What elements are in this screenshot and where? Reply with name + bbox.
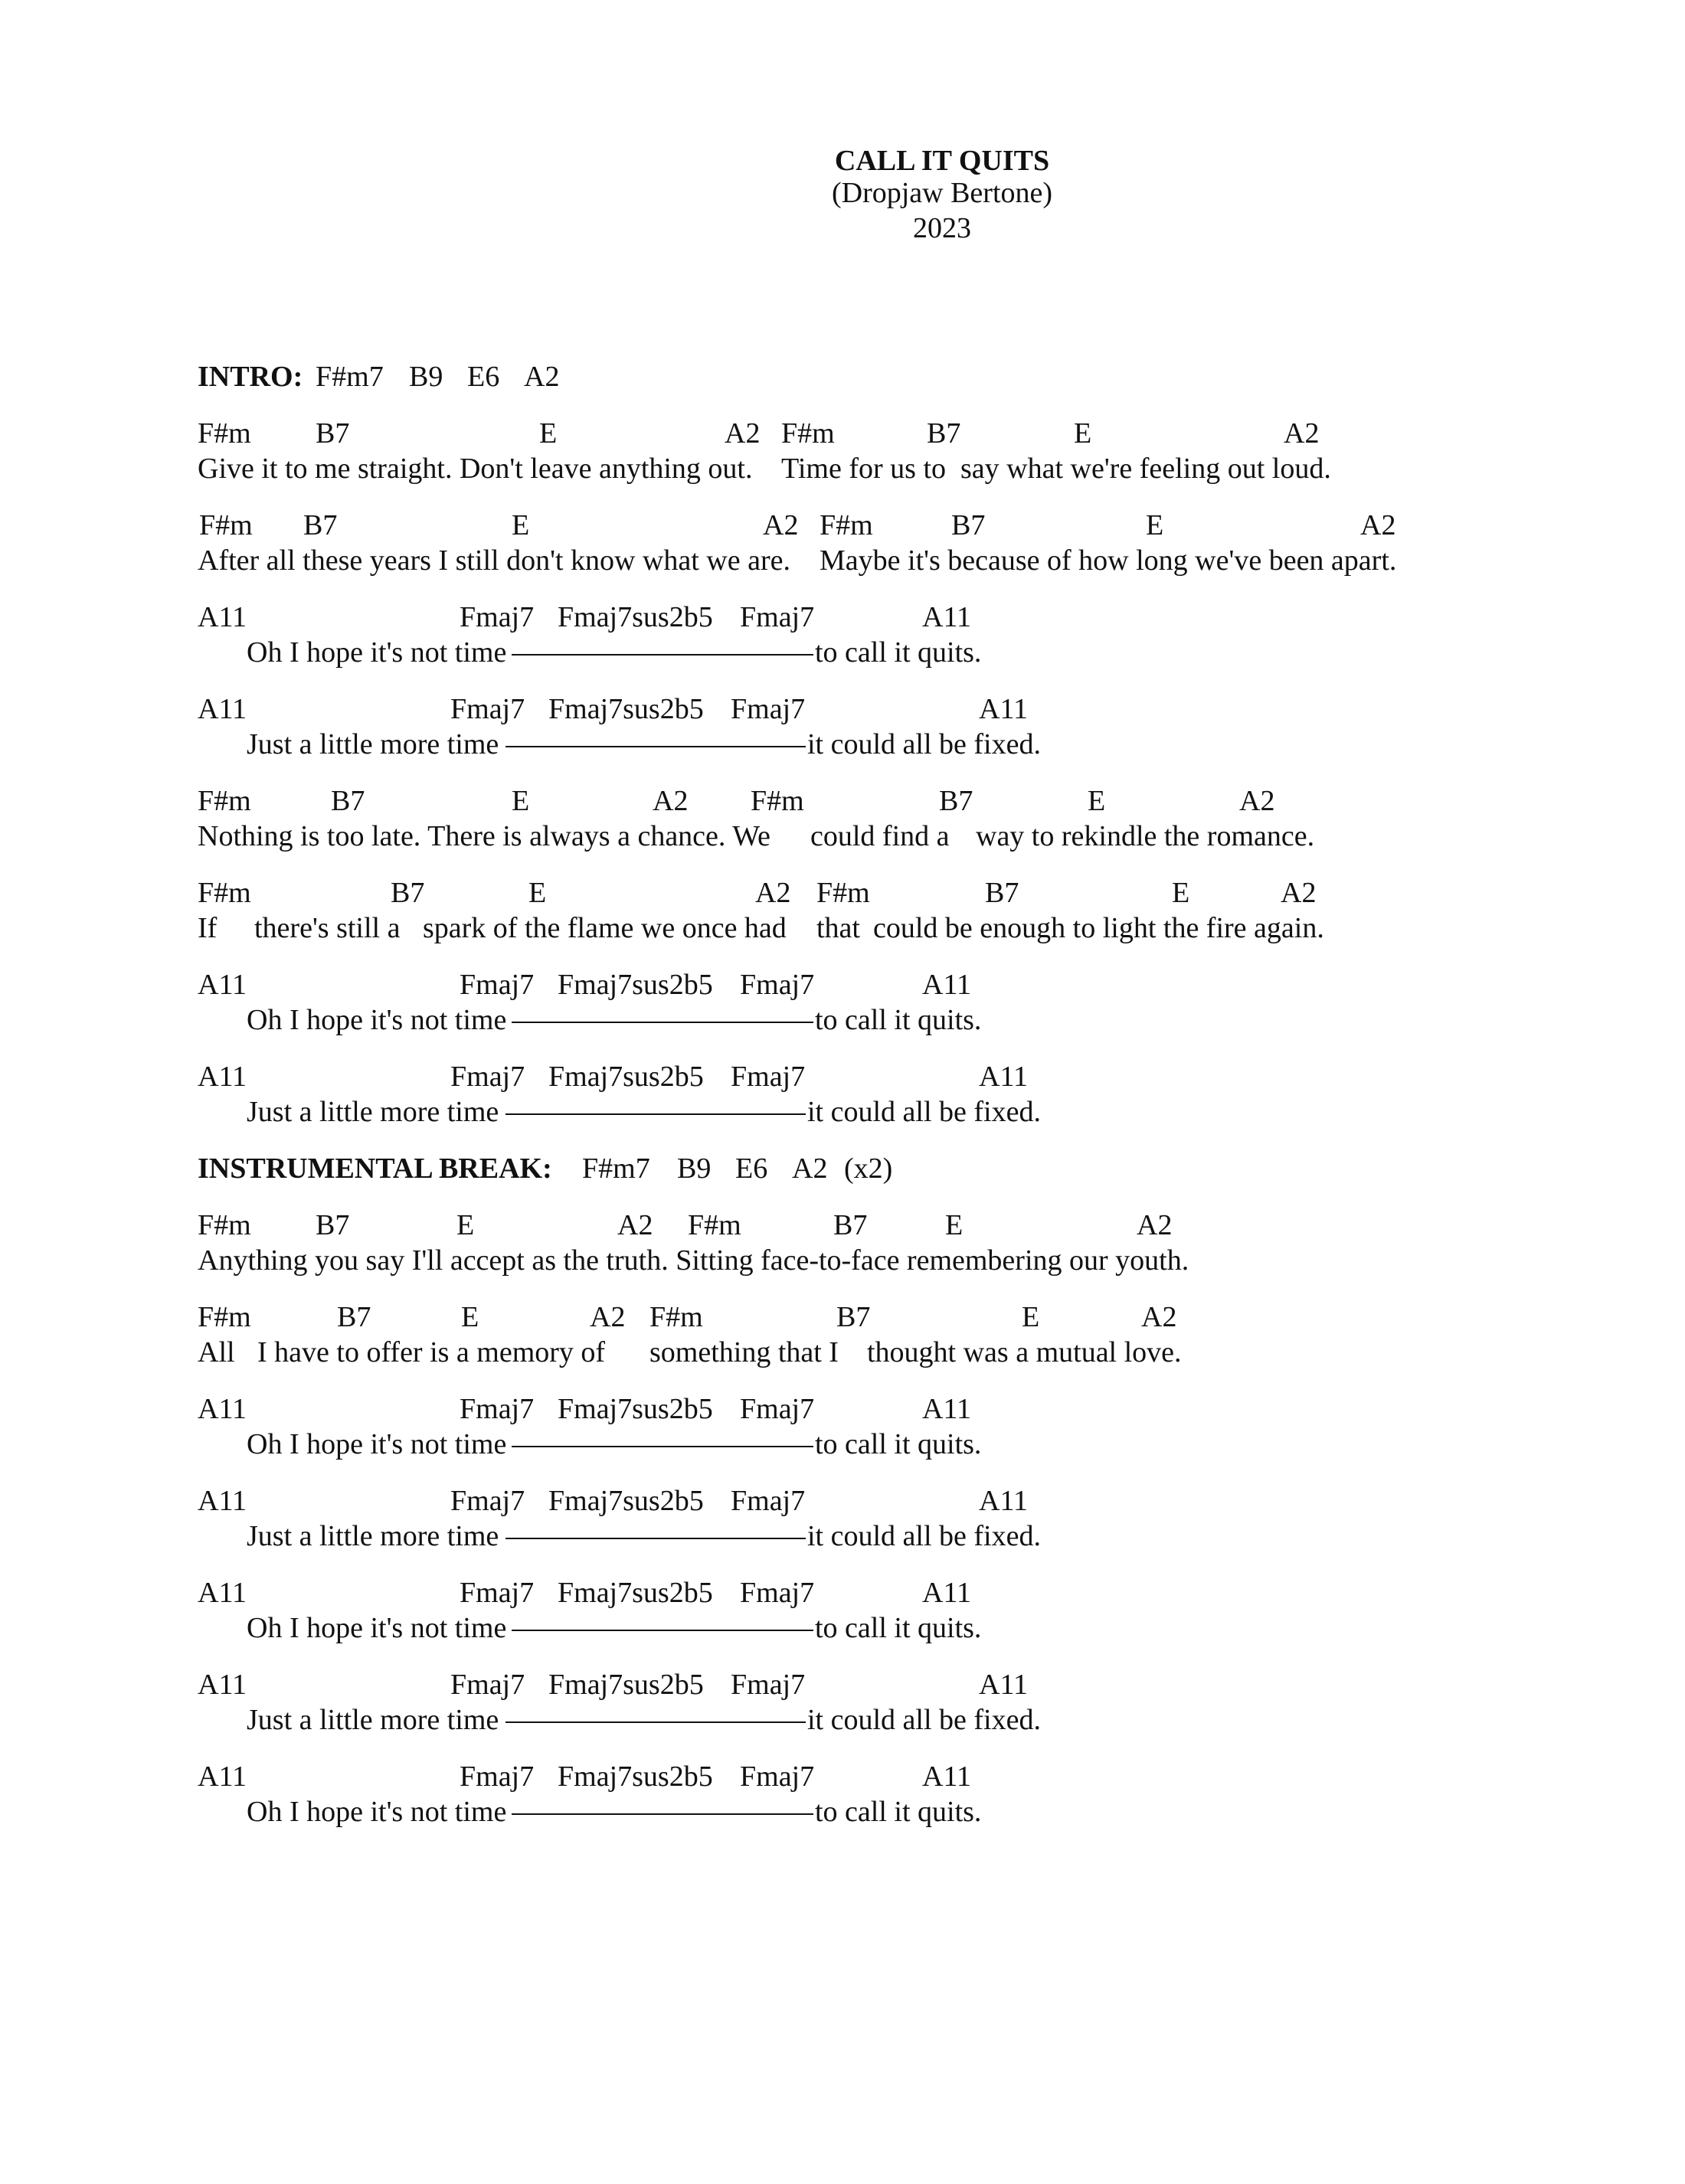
chord: A2 xyxy=(590,1301,626,1333)
song-artist: (Dropjaw Bertone) xyxy=(831,177,1053,209)
lyric: that xyxy=(816,912,860,944)
chord: Fmaj7 xyxy=(450,1485,525,1517)
chord: A2 xyxy=(1141,1301,1177,1333)
chord-line xyxy=(0,1576,1685,1610)
lyric: could be enough to light the fire again. xyxy=(873,912,1324,944)
chord: B7 xyxy=(836,1301,871,1333)
chord: Fmaj7 xyxy=(731,693,806,725)
lyric: to call it quits. xyxy=(815,1612,982,1644)
chord: F#m7 xyxy=(582,1152,650,1185)
chord: F#m xyxy=(751,785,804,817)
chord: A2 xyxy=(653,785,689,817)
hold-line xyxy=(506,1113,806,1115)
lyric: After all these years I still don't know what we are. xyxy=(198,544,790,577)
lyric: Just a little more time xyxy=(247,1096,499,1128)
lyric-line xyxy=(0,636,1685,669)
chord: A11 xyxy=(979,693,1029,725)
hold-line xyxy=(506,1538,806,1539)
chord: B7 xyxy=(927,417,961,450)
chord: A2 xyxy=(755,877,791,909)
chord: B7 xyxy=(833,1209,868,1241)
chord: E6 xyxy=(467,361,500,393)
chord: E xyxy=(1088,785,1106,817)
chord-line xyxy=(0,1060,1685,1094)
hold-line xyxy=(506,746,806,747)
lyric-line xyxy=(0,544,1685,577)
lyric-line xyxy=(0,911,1685,945)
lyric-line xyxy=(0,1244,1685,1277)
chord: F#m xyxy=(781,417,835,450)
chord: Fmaj7sus2b5 xyxy=(548,1669,704,1701)
lyric-line xyxy=(0,1095,1685,1129)
hold-line xyxy=(512,654,813,656)
chord: F#m xyxy=(649,1301,703,1333)
break-line xyxy=(0,1152,1685,1185)
chord: A11 xyxy=(979,1061,1029,1093)
lyric: thought was a mutual love. xyxy=(867,1336,1182,1368)
lyric: to call it quits. xyxy=(815,636,982,669)
lyric: way to rekindle the romance. xyxy=(976,820,1315,852)
chord: Fmaj7 xyxy=(460,1393,535,1425)
chord: B7 xyxy=(303,509,338,541)
chord: E xyxy=(461,1301,479,1333)
chord: Fmaj7 xyxy=(731,1485,806,1517)
lyric: All xyxy=(198,1336,235,1368)
chord: A11 xyxy=(198,1669,247,1701)
lyric-line xyxy=(0,819,1685,853)
lyric: to call it quits. xyxy=(815,1796,982,1828)
chord: Fmaj7 xyxy=(731,1669,806,1701)
lyric: spark of the flame we once had xyxy=(423,912,787,944)
lyric-line xyxy=(0,1427,1685,1461)
chord: E xyxy=(1022,1301,1040,1333)
lyric: to call it quits. xyxy=(815,1428,982,1460)
chord: E6 xyxy=(735,1152,768,1185)
chord: A11 xyxy=(979,1669,1029,1701)
lyric: Just a little more time xyxy=(247,1704,499,1736)
chord: A2 xyxy=(1284,417,1320,450)
hold-line xyxy=(506,1721,806,1723)
chord: B9 xyxy=(409,361,443,393)
chord: Fmaj7sus2b5 xyxy=(558,1577,713,1609)
lyric: Maybe it's because of how long we've been apart. xyxy=(820,544,1397,577)
chord-line xyxy=(0,968,1685,1002)
lyric: it could all be fixed. xyxy=(807,1704,1041,1736)
chord: Fmaj7sus2b5 xyxy=(548,1485,704,1517)
hold-line xyxy=(512,1813,813,1815)
chord: A11 xyxy=(198,1485,247,1517)
lyric-line xyxy=(0,1795,1685,1829)
lyric: Anything you say I'll accept as the truth. Sitting face-to-face remembering our youth. xyxy=(198,1244,1189,1277)
chord: B7 xyxy=(337,1301,371,1333)
lyric-line xyxy=(0,727,1685,761)
chord: Fmaj7 xyxy=(740,601,815,633)
chord: Fmaj7 xyxy=(740,969,815,1001)
chord: A2 xyxy=(1239,785,1275,817)
lyric: Oh I hope it's not time xyxy=(247,636,507,669)
chord: A11 xyxy=(979,1485,1029,1517)
chord: Fmaj7sus2b5 xyxy=(548,1061,704,1093)
chord: Fmaj7sus2b5 xyxy=(558,601,713,633)
chord: Fmaj7 xyxy=(450,1669,525,1701)
hold-line xyxy=(512,1630,813,1631)
chord: F#m xyxy=(820,509,873,541)
lyric: Just a little more time xyxy=(247,728,499,760)
chord-line xyxy=(0,692,1685,726)
intro-line xyxy=(0,360,1685,394)
chord: E xyxy=(512,509,530,541)
lyric: Oh I hope it's not time xyxy=(247,1612,507,1644)
chord-line xyxy=(0,1668,1685,1702)
chord: Fmaj7sus2b5 xyxy=(558,969,713,1001)
lyric: I have to offer is a memory of xyxy=(257,1336,606,1368)
chord: F#m7 xyxy=(316,361,384,393)
lyric: Time for us to xyxy=(781,453,947,485)
chord: F#m xyxy=(199,509,253,541)
chord: A11 xyxy=(922,1577,972,1609)
lyric-line xyxy=(0,1003,1685,1037)
lyric: could find a xyxy=(810,820,950,852)
lyric: Nothing is too late. There is always a chance. We xyxy=(198,820,771,852)
chord: A11 xyxy=(198,1761,247,1793)
break-label: INSTRUMENTAL BREAK: xyxy=(198,1152,552,1185)
chord: E xyxy=(512,785,530,817)
lyric: Oh I hope it's not time xyxy=(247,1796,507,1828)
chord: B7 xyxy=(391,877,425,909)
lyric: it could all be fixed. xyxy=(807,1520,1041,1552)
chord: F#m xyxy=(198,1209,251,1241)
chord-line xyxy=(0,417,1685,450)
chord: Fmaj7 xyxy=(450,693,525,725)
chord: A2 xyxy=(792,1152,828,1185)
lyric: Just a little more time xyxy=(247,1520,499,1552)
chord-line xyxy=(0,600,1685,634)
lyric: it could all be fixed. xyxy=(807,728,1041,760)
lyric-line xyxy=(0,1336,1685,1369)
lyric-line xyxy=(0,452,1685,486)
chord: A11 xyxy=(198,601,247,633)
chord: B7 xyxy=(316,1209,350,1241)
chord: B7 xyxy=(985,877,1019,909)
hold-line xyxy=(512,1022,813,1023)
chord: Fmaj7 xyxy=(740,1577,815,1609)
chord: B7 xyxy=(951,509,986,541)
chord: E xyxy=(539,417,558,450)
chord: A11 xyxy=(922,1761,972,1793)
chord: E xyxy=(456,1209,475,1241)
lyric-line xyxy=(0,1611,1685,1645)
chord: Fmaj7 xyxy=(731,1061,806,1093)
song-title: CALL IT QUITS xyxy=(834,145,1050,177)
chord: Fmaj7sus2b5 xyxy=(548,693,704,725)
chord: Fmaj7 xyxy=(460,1577,535,1609)
chord: A11 xyxy=(922,601,972,633)
chord: F#m xyxy=(198,785,251,817)
chord: F#m xyxy=(198,877,251,909)
chord: A11 xyxy=(198,1061,247,1093)
chord: E xyxy=(945,1209,964,1241)
chord: A11 xyxy=(922,1393,972,1425)
chord: Fmaj7 xyxy=(460,601,535,633)
chord: F#m xyxy=(198,417,251,450)
chord: A11 xyxy=(922,969,972,1001)
chord: Fmaj7 xyxy=(740,1393,815,1425)
chord-line xyxy=(0,1392,1685,1426)
chord: A11 xyxy=(198,969,247,1001)
chord: A2 xyxy=(1137,1209,1173,1241)
chord: A2 xyxy=(1360,509,1396,541)
chord: F#m xyxy=(688,1209,741,1241)
chord-line xyxy=(0,876,1685,910)
chord: A2 xyxy=(725,417,761,450)
chord: A11 xyxy=(198,1577,247,1609)
lyric: If xyxy=(198,912,218,944)
chord: E xyxy=(528,877,547,909)
chord: A2 xyxy=(524,361,560,393)
chord: Fmaj7 xyxy=(460,969,535,1001)
lyric: Oh I hope it's not time xyxy=(247,1004,507,1036)
chord: B9 xyxy=(677,1152,712,1185)
chord: Fmaj7 xyxy=(740,1761,815,1793)
chord: B7 xyxy=(331,785,365,817)
repeat-mark: (x2) xyxy=(844,1152,893,1185)
lyric: Oh I hope it's not time xyxy=(247,1428,507,1460)
chord-line xyxy=(0,784,1685,818)
chord: Fmaj7sus2b5 xyxy=(558,1761,713,1793)
lyric: it could all be fixed. xyxy=(807,1096,1041,1128)
chord: B7 xyxy=(939,785,973,817)
intro-label: INTRO: xyxy=(198,361,303,393)
lyric: say what we're feeling out loud. xyxy=(960,453,1331,485)
chord-line xyxy=(0,1208,1685,1242)
lyric: to call it quits. xyxy=(815,1004,982,1036)
chord: B7 xyxy=(316,417,350,450)
chord: Fmaj7 xyxy=(450,1061,525,1093)
chord: E xyxy=(1172,877,1190,909)
chord: A2 xyxy=(763,509,799,541)
chord: A11 xyxy=(198,693,247,725)
chord-line xyxy=(0,508,1685,542)
lyric: there's still a xyxy=(254,912,401,944)
lyric-line xyxy=(0,1703,1685,1737)
chord-line xyxy=(0,1760,1685,1793)
chord: E xyxy=(1074,417,1092,450)
song-year: 2023 xyxy=(913,212,971,244)
chord: A2 xyxy=(617,1209,653,1241)
chord-line xyxy=(0,1484,1685,1518)
hold-line xyxy=(512,1446,813,1447)
chord-line xyxy=(0,1300,1685,1334)
chord: A11 xyxy=(198,1393,247,1425)
chord: F#m xyxy=(816,877,870,909)
chord: A2 xyxy=(1281,877,1317,909)
chord: Fmaj7 xyxy=(460,1761,535,1793)
chord: Fmaj7sus2b5 xyxy=(558,1393,713,1425)
chord: F#m xyxy=(198,1301,251,1333)
chord: E xyxy=(1146,509,1164,541)
lyric-line xyxy=(0,1519,1685,1553)
lyric: something that I xyxy=(649,1336,839,1368)
lyric: Give it to me straight. Don't leave anything out. xyxy=(198,453,753,485)
